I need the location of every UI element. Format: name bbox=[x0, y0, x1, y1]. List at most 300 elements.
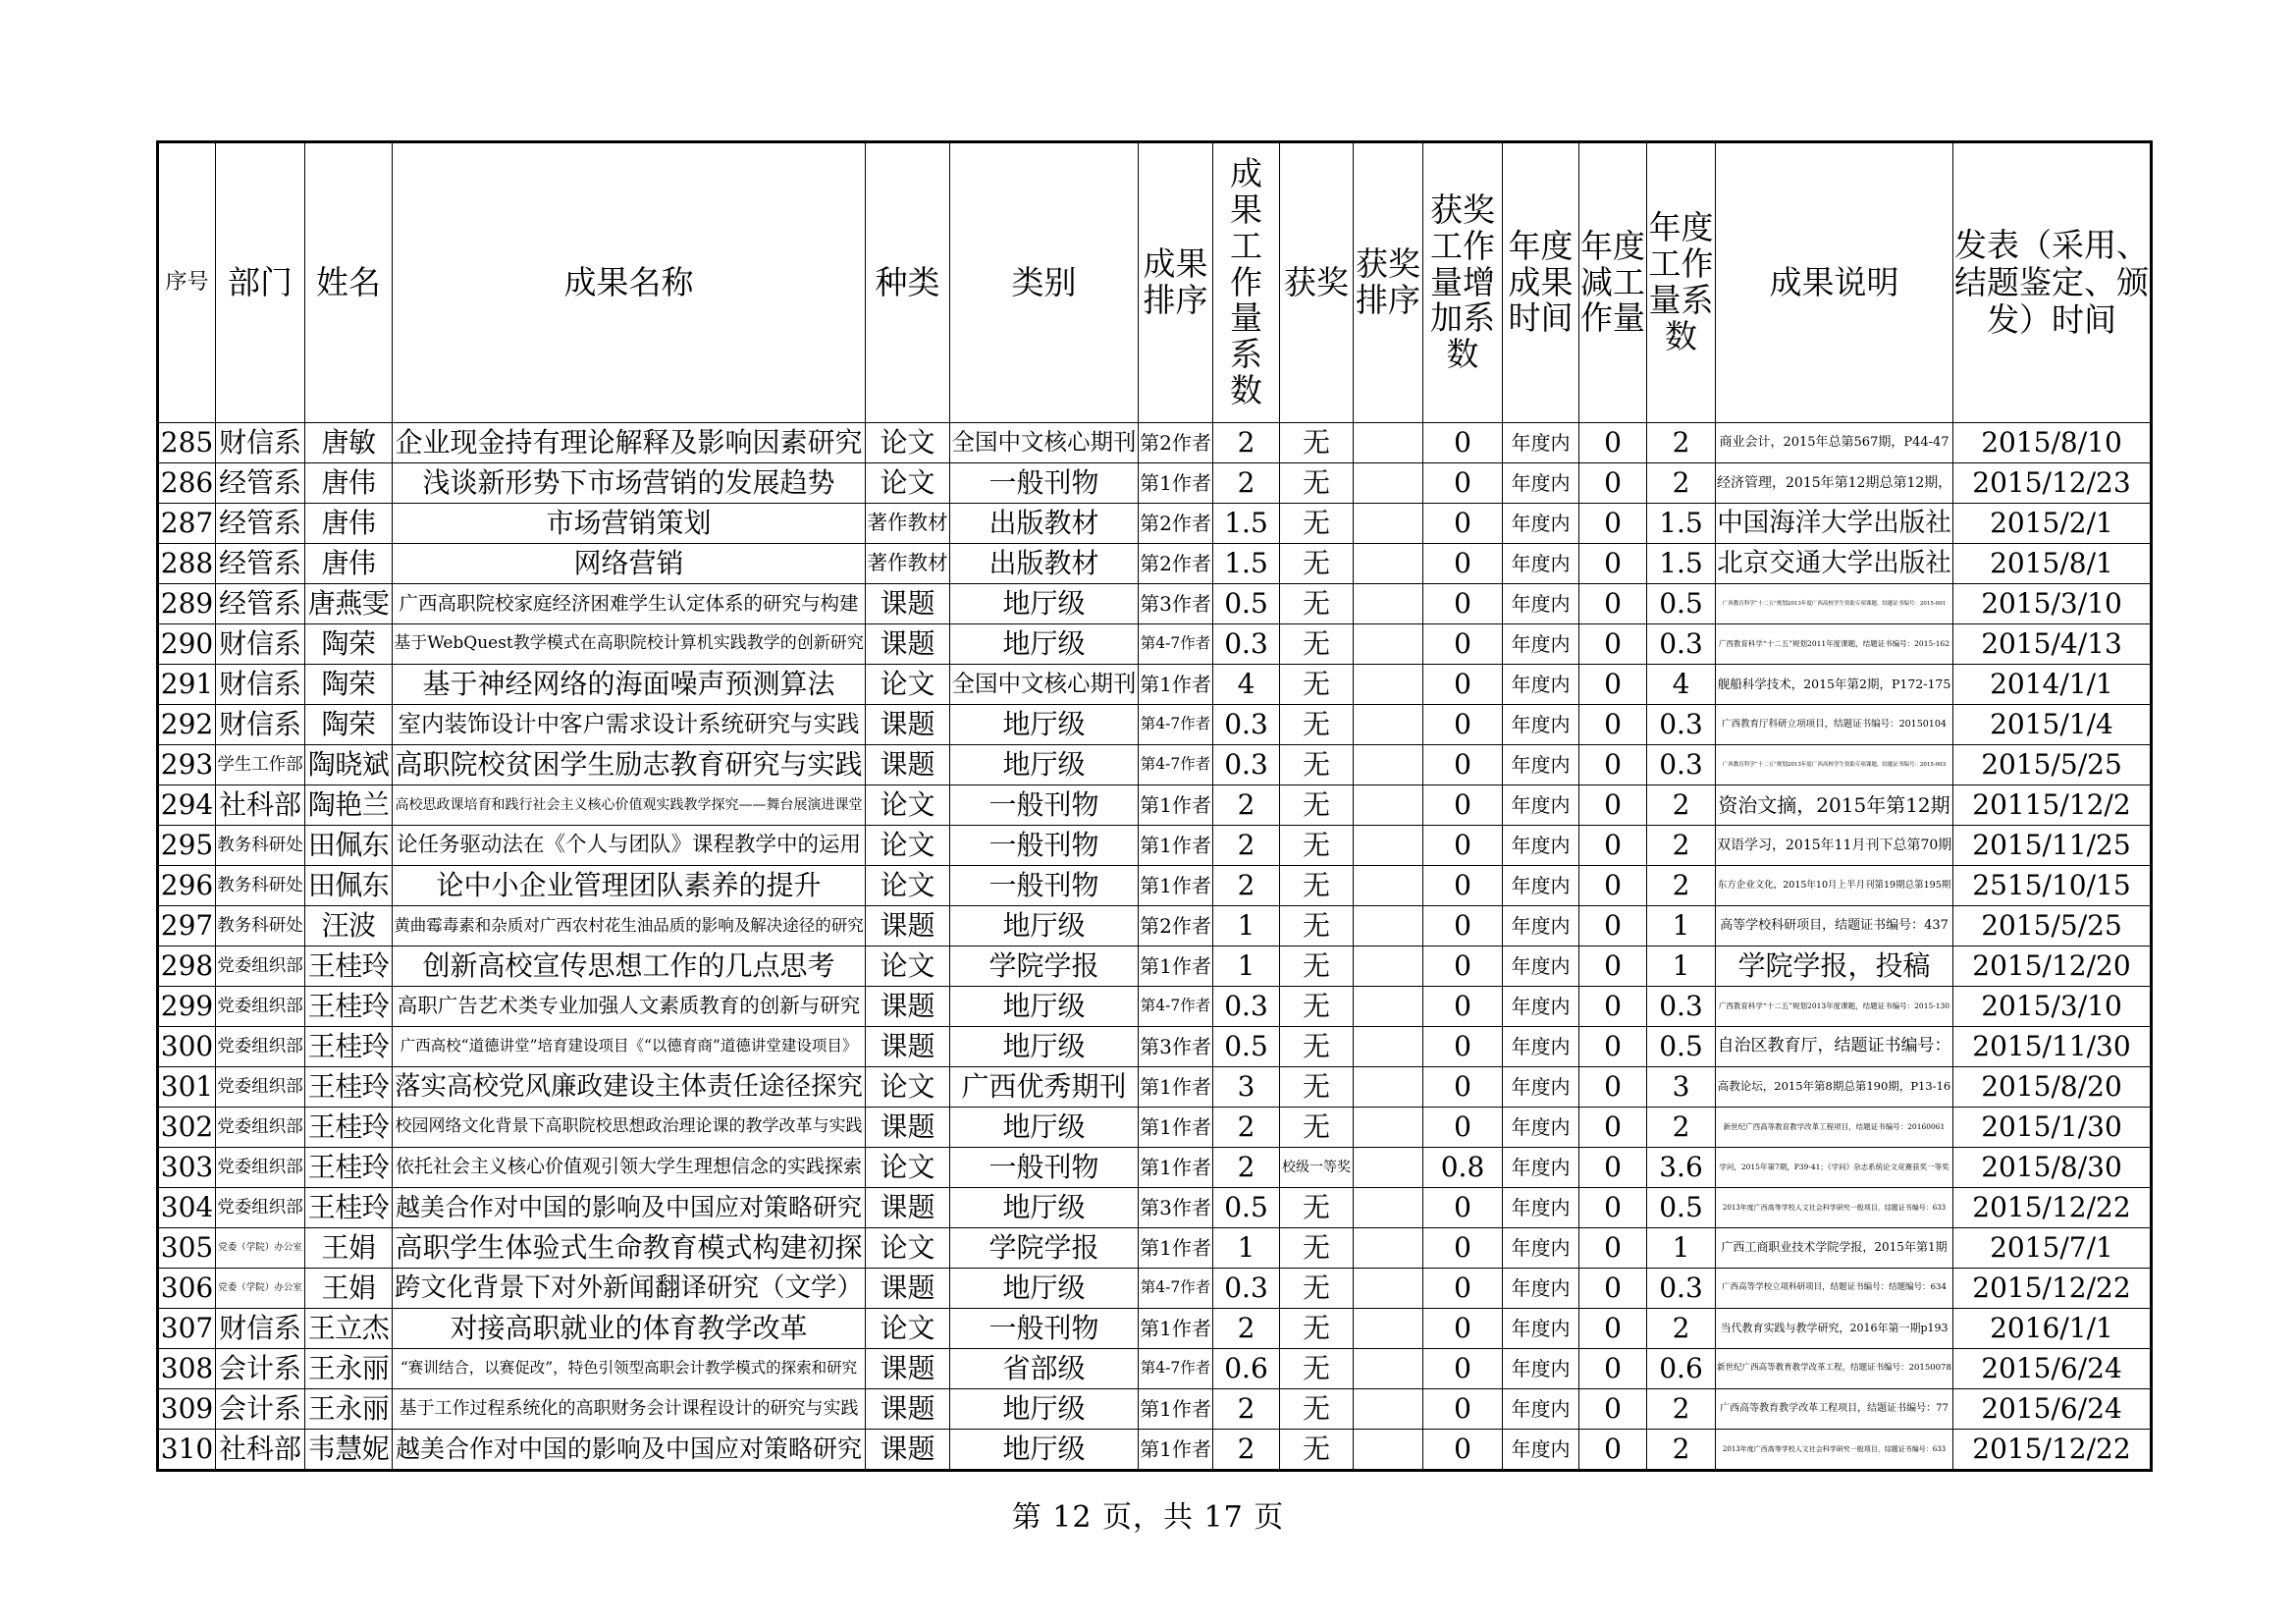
cell-date: 2015/12/23 bbox=[1953, 463, 2152, 504]
cell-category: 地厅级 bbox=[950, 584, 1139, 624]
col-header-title: 成果名称 bbox=[393, 142, 866, 423]
cell-rank: 第4-7作者 bbox=[1139, 624, 1213, 665]
cell-year-reduce: 0 bbox=[1579, 1269, 1647, 1309]
cell-award-add: 0 bbox=[1423, 745, 1503, 785]
cell-award-rank bbox=[1354, 1389, 1423, 1430]
cell-award: 无 bbox=[1280, 1027, 1354, 1067]
cell-kind: 著作教材 bbox=[866, 544, 950, 584]
cell-date: 2015/1/4 bbox=[1953, 705, 2152, 745]
cell-rank: 第1作者 bbox=[1139, 1430, 1213, 1471]
cell-year-time: 年度内 bbox=[1503, 665, 1579, 705]
col-header-dept: 部门 bbox=[216, 142, 305, 423]
cell-award-rank bbox=[1354, 1349, 1423, 1389]
cell-award: 无 bbox=[1280, 785, 1354, 826]
cell-name: 唐燕雯 bbox=[305, 584, 393, 624]
cell-dept: 党委组织部 bbox=[216, 1027, 305, 1067]
cell-coef: 0.3 bbox=[1213, 1269, 1280, 1309]
cell-award-add: 0 bbox=[1423, 423, 1503, 463]
table-row bbox=[158, 1228, 2152, 1269]
cell-date: 2015/11/25 bbox=[1953, 826, 2152, 866]
cell-award-add: 0 bbox=[1423, 504, 1503, 544]
cell-year-time: 年度内 bbox=[1503, 1108, 1579, 1148]
cell-award: 无 bbox=[1280, 463, 1354, 504]
cell-year-time: 年度内 bbox=[1503, 624, 1579, 665]
cell-rank: 第1作者 bbox=[1139, 947, 1213, 987]
cell-award-add: 0 bbox=[1423, 1228, 1503, 1269]
cell-award: 无 bbox=[1280, 745, 1354, 785]
cell-category: 学院学报 bbox=[950, 947, 1139, 987]
cell-name: 韦慧妮 bbox=[305, 1430, 393, 1471]
cell-year-reduce: 0 bbox=[1579, 785, 1647, 826]
cell-year-time: 年度内 bbox=[1503, 1148, 1579, 1188]
cell-description: 东方企业文化，2015年10月上半月刊第19期总第195期 bbox=[1716, 866, 1953, 906]
cell-category: 全国中文核心期刊 bbox=[950, 423, 1139, 463]
cell-rank: 第1作者 bbox=[1139, 1148, 1213, 1188]
cell-category: 一般刊物 bbox=[950, 866, 1139, 906]
cell-coef: 1 bbox=[1213, 906, 1280, 947]
cell-category: 地厅级 bbox=[950, 624, 1139, 665]
cell-award-rank bbox=[1354, 584, 1423, 624]
cell-year-coef: 1.5 bbox=[1647, 504, 1716, 544]
cell-award-rank bbox=[1354, 1309, 1423, 1349]
cell-title: 跨文化背景下对外新闻翻译研究（文学） bbox=[393, 1269, 866, 1309]
cell-award-rank bbox=[1354, 947, 1423, 987]
cell-no: 310 bbox=[158, 1430, 216, 1471]
table-row bbox=[158, 463, 2152, 504]
cell-description: 新世纪广西高等教育教学改革工程项目，结题证书编号：20160061 bbox=[1716, 1108, 1953, 1148]
cell-description: 广西教育科学“十二五”规划2011年度课题，结题证书编号：2015-162 bbox=[1716, 624, 1953, 665]
cell-rank: 第1作者 bbox=[1139, 1309, 1213, 1349]
cell-award-rank bbox=[1354, 1148, 1423, 1188]
col-header-award-rank: 获奖排序 bbox=[1354, 142, 1423, 423]
cell-category: 地厅级 bbox=[950, 1108, 1139, 1148]
cell-title: 对接高职就业的体育教学改革 bbox=[393, 1309, 866, 1349]
cell-dept: 经管系 bbox=[216, 544, 305, 584]
cell-description: 广西工商职业技术学院学报，2015年第1期 bbox=[1716, 1228, 1953, 1269]
cell-award: 无 bbox=[1280, 584, 1354, 624]
cell-year-time: 年度内 bbox=[1503, 1430, 1579, 1471]
cell-year-time: 年度内 bbox=[1503, 423, 1579, 463]
cell-title: 基于WebQuest教学模式在高职院校计算机实践教学的创新研究 bbox=[393, 624, 866, 665]
col-header-no: 序号 bbox=[158, 142, 216, 423]
header-row bbox=[158, 142, 2152, 423]
cell-date: 2015/8/30 bbox=[1953, 1148, 2152, 1188]
cell-kind: 著作教材 bbox=[866, 504, 950, 544]
cell-category: 省部级 bbox=[950, 1349, 1139, 1389]
cell-award-rank bbox=[1354, 544, 1423, 584]
cell-no: 303 bbox=[158, 1148, 216, 1188]
cell-date: 2015/4/13 bbox=[1953, 624, 2152, 665]
cell-award-rank bbox=[1354, 1430, 1423, 1471]
cell-award-rank bbox=[1354, 1108, 1423, 1148]
cell-kind: 课题 bbox=[866, 1389, 950, 1430]
cell-award-rank bbox=[1354, 826, 1423, 866]
cell-dept: 财信系 bbox=[216, 705, 305, 745]
cell-award-add: 0 bbox=[1423, 1067, 1503, 1108]
cell-name: 王娟 bbox=[305, 1269, 393, 1309]
cell-kind: 课题 bbox=[866, 705, 950, 745]
cell-title: 校园网络文化背景下高职院校思想政治理论课的教学改革与实践 bbox=[393, 1108, 866, 1148]
cell-name: 王桂玲 bbox=[305, 987, 393, 1027]
cell-award-add: 0 bbox=[1423, 1349, 1503, 1389]
cell-coef: 2 bbox=[1213, 866, 1280, 906]
cell-award-rank bbox=[1354, 906, 1423, 947]
cell-award: 无 bbox=[1280, 1228, 1354, 1269]
cell-description: 新世纪广西高等教育教学改革工程，结题证书编号：20150078 bbox=[1716, 1349, 1953, 1389]
cell-rank: 第3作者 bbox=[1139, 1027, 1213, 1067]
cell-rank: 第1作者 bbox=[1139, 463, 1213, 504]
table-row bbox=[158, 1067, 2152, 1108]
cell-year-reduce: 0 bbox=[1579, 1027, 1647, 1067]
cell-no: 297 bbox=[158, 906, 216, 947]
cell-award-rank bbox=[1354, 504, 1423, 544]
cell-name: 陶晓斌 bbox=[305, 745, 393, 785]
cell-year-reduce: 0 bbox=[1579, 624, 1647, 665]
cell-year-coef: 1.5 bbox=[1647, 544, 1716, 584]
cell-category: 一般刊物 bbox=[950, 826, 1139, 866]
achievement-table-page bbox=[156, 140, 2150, 1487]
cell-award: 无 bbox=[1280, 1309, 1354, 1349]
cell-award-rank bbox=[1354, 866, 1423, 906]
cell-award: 无 bbox=[1280, 504, 1354, 544]
cell-year-time: 年度内 bbox=[1503, 463, 1579, 504]
cell-award-add: 0 bbox=[1423, 1389, 1503, 1430]
cell-category: 地厅级 bbox=[950, 1027, 1139, 1067]
cell-date: 2015/3/10 bbox=[1953, 987, 2152, 1027]
cell-kind: 课题 bbox=[866, 1269, 950, 1309]
cell-description: 高教论坛，2015年第8期总第190期，P13-16 bbox=[1716, 1067, 1953, 1108]
cell-year-time: 年度内 bbox=[1503, 906, 1579, 947]
col-header-name: 姓名 bbox=[305, 142, 393, 423]
cell-rank: 第1作者 bbox=[1139, 826, 1213, 866]
cell-award: 无 bbox=[1280, 987, 1354, 1027]
cell-year-coef: 0.3 bbox=[1647, 624, 1716, 665]
cell-year-time: 年度内 bbox=[1503, 866, 1579, 906]
table-row bbox=[158, 423, 2152, 463]
cell-coef: 1 bbox=[1213, 947, 1280, 987]
cell-title: 高职院校贫困学生励志教育研究与实践 bbox=[393, 745, 866, 785]
cell-award-rank bbox=[1354, 624, 1423, 665]
cell-year-reduce: 0 bbox=[1579, 1228, 1647, 1269]
cell-rank: 第1作者 bbox=[1139, 665, 1213, 705]
cell-dept: 教务科研处 bbox=[216, 906, 305, 947]
cell-award-rank bbox=[1354, 785, 1423, 826]
cell-year-time: 年度内 bbox=[1503, 1228, 1579, 1269]
cell-dept: 会计系 bbox=[216, 1349, 305, 1389]
cell-description: 商业会计，2015年总第567期，P44-47 bbox=[1716, 423, 1953, 463]
cell-coef: 0.3 bbox=[1213, 745, 1280, 785]
col-header-award-add: 获奖工作量增加系数 bbox=[1423, 142, 1503, 423]
cell-kind: 课题 bbox=[866, 1430, 950, 1471]
cell-description: 当代教育实践与教学研究，2016年第一期p193 bbox=[1716, 1309, 1953, 1349]
cell-date: 2015/12/22 bbox=[1953, 1269, 2152, 1309]
cell-year-coef: 0.3 bbox=[1647, 745, 1716, 785]
cell-name: 陶荣 bbox=[305, 705, 393, 745]
cell-year-reduce: 0 bbox=[1579, 947, 1647, 987]
table-row bbox=[158, 665, 2152, 705]
cell-coef: 1.5 bbox=[1213, 504, 1280, 544]
cell-rank: 第2作者 bbox=[1139, 423, 1213, 463]
cell-description: 高等学校科研项目，结题证书编号：437 bbox=[1716, 906, 1953, 947]
cell-year-coef: 2 bbox=[1647, 1309, 1716, 1349]
cell-award: 无 bbox=[1280, 423, 1354, 463]
cell-date: 2014/1/1 bbox=[1953, 665, 2152, 705]
cell-year-coef: 2 bbox=[1647, 463, 1716, 504]
cell-description: 中国海洋大学出版社 bbox=[1716, 504, 1953, 544]
cell-award-add: 0 bbox=[1423, 1027, 1503, 1067]
cell-title: 越美合作对中国的影响及中国应对策略研究 bbox=[393, 1430, 866, 1471]
cell-rank: 第1作者 bbox=[1139, 866, 1213, 906]
cell-year-reduce: 0 bbox=[1579, 1389, 1647, 1430]
cell-category: 一般刊物 bbox=[950, 1309, 1139, 1349]
cell-dept: 财信系 bbox=[216, 423, 305, 463]
cell-coef: 2 bbox=[1213, 1108, 1280, 1148]
cell-award-add: 0 bbox=[1423, 544, 1503, 584]
col-header-award: 获奖 bbox=[1280, 142, 1354, 423]
cell-year-time: 年度内 bbox=[1503, 947, 1579, 987]
cell-year-reduce: 0 bbox=[1579, 463, 1647, 504]
cell-coef: 1 bbox=[1213, 1228, 1280, 1269]
cell-category: 全国中文核心期刊 bbox=[950, 665, 1139, 705]
cell-award: 无 bbox=[1280, 866, 1354, 906]
cell-description: 广西教育科学“十二五”规划2013年度广西高校学生资助专项课题，结题证书编号：2015-003 bbox=[1716, 745, 1953, 785]
cell-year-coef: 2 bbox=[1647, 785, 1716, 826]
cell-title: 依托社会主义核心价值观引领大学生理想信念的实践探索 bbox=[393, 1148, 866, 1188]
table-row bbox=[158, 906, 2152, 947]
cell-no: 299 bbox=[158, 987, 216, 1027]
cell-name: 唐伟 bbox=[305, 504, 393, 544]
cell-description: 广西高等学校立项科研项目，结题证书编号：结题编号：634 bbox=[1716, 1269, 1953, 1309]
table-row bbox=[158, 987, 2152, 1027]
cell-award: 无 bbox=[1280, 826, 1354, 866]
cell-rank: 第4-7作者 bbox=[1139, 987, 1213, 1027]
table-row bbox=[158, 1269, 2152, 1309]
cell-category: 一般刊物 bbox=[950, 785, 1139, 826]
cell-year-coef: 2 bbox=[1647, 1108, 1716, 1148]
cell-kind: 课题 bbox=[866, 1108, 950, 1148]
cell-date: 2015/2/1 bbox=[1953, 504, 2152, 544]
cell-title: 基于工作过程系统化的高职财务会计课程设计的研究与实践 bbox=[393, 1389, 866, 1430]
cell-kind: 论文 bbox=[866, 785, 950, 826]
cell-kind: 课题 bbox=[866, 1349, 950, 1389]
cell-year-reduce: 0 bbox=[1579, 1188, 1647, 1228]
cell-no: 292 bbox=[158, 705, 216, 745]
cell-title: 室内装饰设计中客户需求设计系统研究与实践 bbox=[393, 705, 866, 745]
cell-coef: 4 bbox=[1213, 665, 1280, 705]
col-header-kind: 种类 bbox=[866, 142, 950, 423]
cell-year-time: 年度内 bbox=[1503, 544, 1579, 584]
cell-date: 2015/8/10 bbox=[1953, 423, 2152, 463]
cell-award-rank bbox=[1354, 987, 1423, 1027]
cell-year-reduce: 0 bbox=[1579, 705, 1647, 745]
cell-year-reduce: 0 bbox=[1579, 1148, 1647, 1188]
cell-no: 287 bbox=[158, 504, 216, 544]
cell-year-coef: 0.5 bbox=[1647, 1027, 1716, 1067]
table-row bbox=[158, 866, 2152, 906]
cell-no: 306 bbox=[158, 1269, 216, 1309]
cell-name: 王桂玲 bbox=[305, 1148, 393, 1188]
cell-kind: 论文 bbox=[866, 423, 950, 463]
cell-description: 广西教育科学“十二五”规划2013年度广西高校学生资助专项课题，结题证书编号：2015-001 bbox=[1716, 584, 1953, 624]
cell-coef: 0.3 bbox=[1213, 705, 1280, 745]
cell-description: 广西教育科学“十二五”规划2013年度课题，结题证书编号：2015-130 bbox=[1716, 987, 1953, 1027]
cell-coef: 2 bbox=[1213, 1389, 1280, 1430]
cell-dept: 经管系 bbox=[216, 504, 305, 544]
cell-year-coef: 2 bbox=[1647, 423, 1716, 463]
cell-award-add: 0 bbox=[1423, 705, 1503, 745]
cell-description: 学院学报，投稿 bbox=[1716, 947, 1953, 987]
cell-year-coef: 3.6 bbox=[1647, 1148, 1716, 1188]
table-row bbox=[158, 584, 2152, 624]
cell-year-coef: 3 bbox=[1647, 1067, 1716, 1108]
cell-kind: 论文 bbox=[866, 866, 950, 906]
cell-year-reduce: 0 bbox=[1579, 906, 1647, 947]
cell-kind: 论文 bbox=[866, 1309, 950, 1349]
cell-name: 田佩东 bbox=[305, 866, 393, 906]
cell-award: 无 bbox=[1280, 544, 1354, 584]
cell-description: 2013年度广西高等学校人文社会科学研究一般项目，结题证书编号：633 bbox=[1716, 1430, 1953, 1471]
table-row bbox=[158, 544, 2152, 584]
cell-dept: 党委组织部 bbox=[216, 1188, 305, 1228]
cell-year-time: 年度内 bbox=[1503, 705, 1579, 745]
cell-name: 王桂玲 bbox=[305, 1027, 393, 1067]
cell-category: 地厅级 bbox=[950, 745, 1139, 785]
cell-year-time: 年度内 bbox=[1503, 1027, 1579, 1067]
cell-date: 20115/12/2 bbox=[1953, 785, 2152, 826]
cell-category: 地厅级 bbox=[950, 1430, 1139, 1471]
cell-coef: 0.5 bbox=[1213, 1027, 1280, 1067]
cell-award: 校级一等奖 bbox=[1280, 1148, 1354, 1188]
cell-award: 无 bbox=[1280, 1067, 1354, 1108]
cell-dept: 社科部 bbox=[216, 1430, 305, 1471]
cell-category: 出版教材 bbox=[950, 504, 1139, 544]
cell-description: 自治区教育厅，结题证书编号： bbox=[1716, 1027, 1953, 1067]
cell-title: 高职学生体验式生命教育模式构建初探 bbox=[393, 1228, 866, 1269]
cell-year-time: 年度内 bbox=[1503, 745, 1579, 785]
cell-title: 企业现金持有理论解释及影响因素研究 bbox=[393, 423, 866, 463]
cell-date: 2015/7/1 bbox=[1953, 1228, 2152, 1269]
cell-rank: 第4-7作者 bbox=[1139, 745, 1213, 785]
table-row bbox=[158, 745, 2152, 785]
cell-name: 陶荣 bbox=[305, 665, 393, 705]
cell-award-add: 0 bbox=[1423, 866, 1503, 906]
cell-coef: 0.5 bbox=[1213, 584, 1280, 624]
cell-no: 286 bbox=[158, 463, 216, 504]
cell-award-rank bbox=[1354, 665, 1423, 705]
cell-year-time: 年度内 bbox=[1503, 1067, 1579, 1108]
cell-no: 307 bbox=[158, 1309, 216, 1349]
table-row bbox=[158, 947, 2152, 987]
cell-date: 2015/12/22 bbox=[1953, 1188, 2152, 1228]
cell-description: 资治文摘，2015年第12期 bbox=[1716, 785, 1953, 826]
cell-no: 304 bbox=[158, 1188, 216, 1228]
cell-name: 王桂玲 bbox=[305, 1108, 393, 1148]
cell-dept: 社科部 bbox=[216, 785, 305, 826]
table-row bbox=[158, 1349, 2152, 1389]
cell-dept: 经管系 bbox=[216, 463, 305, 504]
cell-title: 基于神经网络的海面噪声预测算法 bbox=[393, 665, 866, 705]
cell-year-time: 年度内 bbox=[1503, 504, 1579, 544]
cell-year-reduce: 0 bbox=[1579, 1067, 1647, 1108]
cell-name: 王娟 bbox=[305, 1228, 393, 1269]
cell-year-coef: 2 bbox=[1647, 1430, 1716, 1471]
cell-dept: 党委（学院）办公室 bbox=[216, 1228, 305, 1269]
cell-kind: 课题 bbox=[866, 906, 950, 947]
cell-title: 广西高校“道德讲堂”培育建设项目《“以德育商”道德讲堂建设项目》 bbox=[393, 1027, 866, 1067]
cell-no: 302 bbox=[158, 1108, 216, 1148]
table-row bbox=[158, 1148, 2152, 1188]
cell-dept: 财信系 bbox=[216, 624, 305, 665]
cell-year-coef: 1 bbox=[1647, 906, 1716, 947]
cell-rank: 第1作者 bbox=[1139, 1067, 1213, 1108]
cell-dept: 党委组织部 bbox=[216, 1067, 305, 1108]
cell-dept: 经管系 bbox=[216, 584, 305, 624]
cell-dept: 财信系 bbox=[216, 665, 305, 705]
cell-coef: 2 bbox=[1213, 826, 1280, 866]
cell-year-coef: 1 bbox=[1647, 1228, 1716, 1269]
cell-kind: 论文 bbox=[866, 826, 950, 866]
cell-no: 296 bbox=[158, 866, 216, 906]
cell-year-reduce: 0 bbox=[1579, 544, 1647, 584]
cell-coef: 2 bbox=[1213, 1309, 1280, 1349]
cell-award: 无 bbox=[1280, 1430, 1354, 1471]
cell-award-add: 0 bbox=[1423, 1188, 1503, 1228]
cell-name: 王永丽 bbox=[305, 1349, 393, 1389]
cell-kind: 论文 bbox=[866, 1228, 950, 1269]
cell-name: 王桂玲 bbox=[305, 1188, 393, 1228]
cell-title: “赛训结合，以赛促改”，特色引领型高职会计教学模式的探索和研究 bbox=[393, 1349, 866, 1389]
cell-year-time: 年度内 bbox=[1503, 1309, 1579, 1349]
cell-dept: 教务科研处 bbox=[216, 866, 305, 906]
cell-date: 2015/5/25 bbox=[1953, 906, 2152, 947]
cell-year-reduce: 0 bbox=[1579, 745, 1647, 785]
cell-name: 汪波 bbox=[305, 906, 393, 947]
cell-title: 浅谈新形势下市场营销的发展趋势 bbox=[393, 463, 866, 504]
table-body bbox=[158, 423, 2152, 1471]
cell-dept: 党委组织部 bbox=[216, 947, 305, 987]
cell-date: 2015/6/24 bbox=[1953, 1349, 2152, 1389]
cell-coef: 0.6 bbox=[1213, 1349, 1280, 1389]
cell-year-coef: 1 bbox=[1647, 947, 1716, 987]
table-row bbox=[158, 1430, 2152, 1471]
cell-kind: 课题 bbox=[866, 584, 950, 624]
cell-dept: 财信系 bbox=[216, 1309, 305, 1349]
cell-category: 出版教材 bbox=[950, 544, 1139, 584]
table-row bbox=[158, 1027, 2152, 1067]
cell-year-coef: 0.3 bbox=[1647, 1269, 1716, 1309]
cell-kind: 课题 bbox=[866, 1027, 950, 1067]
cell-coef: 2 bbox=[1213, 785, 1280, 826]
cell-title: 广西高职院校家庭经济困难学生认定体系的研究与构建 bbox=[393, 584, 866, 624]
cell-title: 高校思政课培育和践行社会主义核心价值观实践教学探究——舞台展演进课堂 bbox=[393, 785, 866, 826]
cell-title: 创新高校宣传思想工作的几点思考 bbox=[393, 947, 866, 987]
cell-kind: 论文 bbox=[866, 665, 950, 705]
cell-award-rank bbox=[1354, 1188, 1423, 1228]
cell-dept: 党委组织部 bbox=[216, 987, 305, 1027]
cell-year-coef: 2 bbox=[1647, 866, 1716, 906]
cell-coef: 2 bbox=[1213, 1430, 1280, 1471]
cell-award-add: 0 bbox=[1423, 785, 1503, 826]
cell-category: 地厅级 bbox=[950, 987, 1139, 1027]
cell-description: 学问，2015年第7期，P39-41；《学问》杂志系统论文竞赛获奖一等奖 bbox=[1716, 1148, 1953, 1188]
cell-no: 309 bbox=[158, 1389, 216, 1430]
cell-category: 一般刊物 bbox=[950, 463, 1139, 504]
cell-dept: 党委组织部 bbox=[216, 1148, 305, 1188]
cell-category: 广西优秀期刊 bbox=[950, 1067, 1139, 1108]
cell-title: 市场营销策划 bbox=[393, 504, 866, 544]
cell-coef: 1.5 bbox=[1213, 544, 1280, 584]
cell-date: 2015/8/20 bbox=[1953, 1067, 2152, 1108]
